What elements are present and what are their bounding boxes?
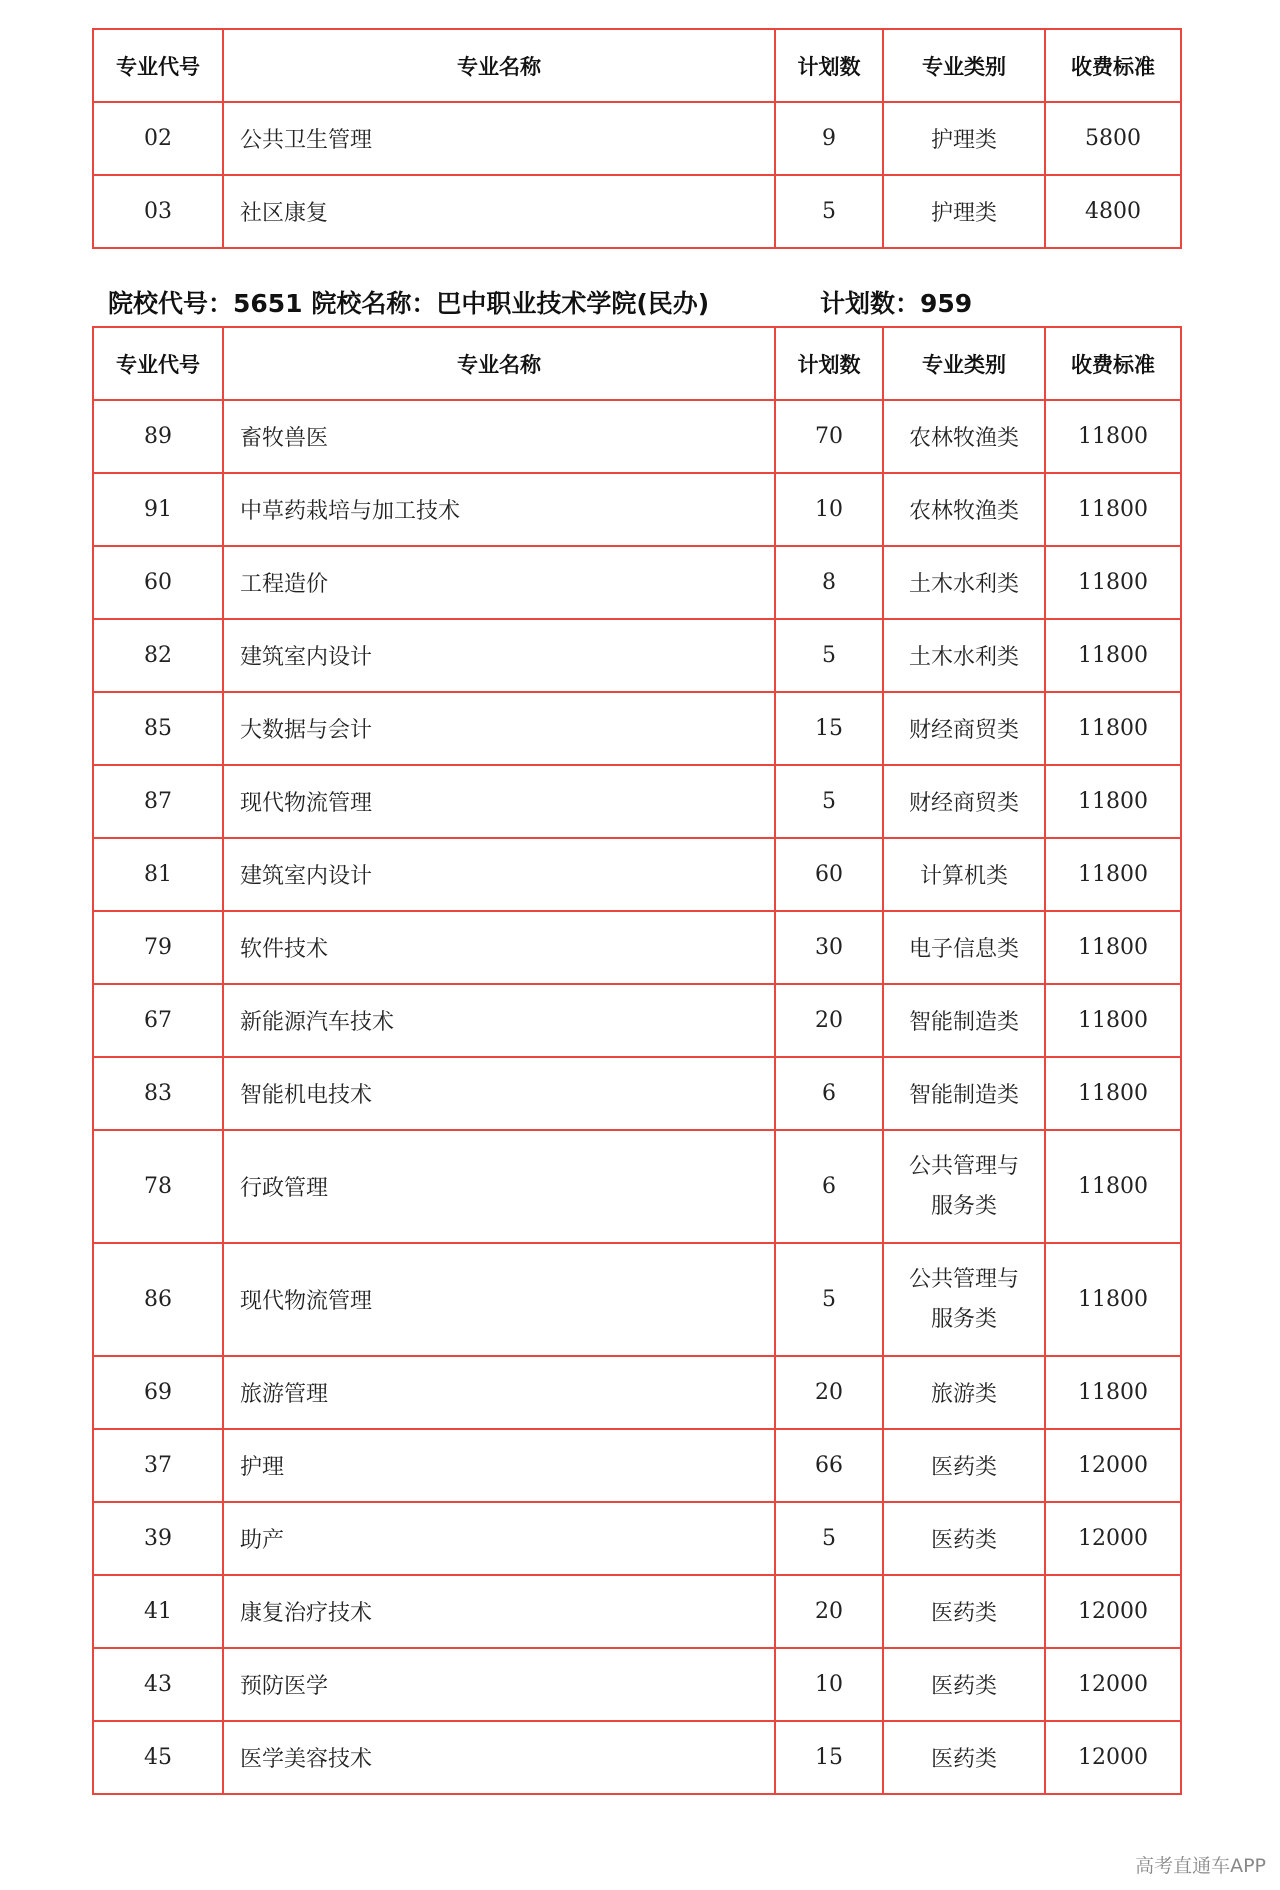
cell-fee: 11800	[1045, 473, 1181, 546]
table-header-row	[93, 29, 1181, 102]
cell-code: 69	[93, 1356, 223, 1429]
cell-category: 医药类	[883, 1721, 1045, 1794]
table-row	[93, 1721, 1181, 1794]
cell-name: 医学美容技术	[223, 1721, 775, 1794]
cell-plan: 60	[775, 838, 883, 911]
cell-name: 建筑室内设计	[223, 619, 775, 692]
header-category: 专业类别	[883, 29, 1045, 102]
school-name: 院校名称：巴中职业技术学院(民办)	[311, 289, 710, 318]
cell-name: 工程造价	[223, 546, 775, 619]
cell-name: 新能源汽车技术	[223, 984, 775, 1057]
cell-name: 软件技术	[223, 911, 775, 984]
cell-fee: 11800	[1045, 838, 1181, 911]
cell-category: 医药类	[883, 1648, 1045, 1721]
cell-category: 电子信息类	[883, 911, 1045, 984]
table-row	[93, 1243, 1181, 1356]
cell-name: 社区康复	[223, 175, 775, 248]
cell-fee: 12000	[1045, 1429, 1181, 1502]
table-row	[93, 1502, 1181, 1575]
table-row	[93, 692, 1181, 765]
enrollment-table-continued	[92, 28, 1182, 249]
cell-fee: 11800	[1045, 619, 1181, 692]
cell-fee: 11800	[1045, 1356, 1181, 1429]
cell-fee: 12000	[1045, 1502, 1181, 1575]
table-row	[93, 175, 1181, 248]
cell-code: 45	[93, 1721, 223, 1794]
cell-category: 医药类	[883, 1429, 1045, 1502]
cell-code: 41	[93, 1575, 223, 1648]
header-name: 专业名称	[223, 29, 775, 102]
cell-category: 护理类	[883, 102, 1045, 175]
cell-code: 02	[93, 102, 223, 175]
header-code: 专业代号	[93, 327, 223, 400]
cell-plan: 20	[775, 984, 883, 1057]
header-fee: 收费标准	[1045, 327, 1181, 400]
table-row	[93, 984, 1181, 1057]
cell-plan: 70	[775, 400, 883, 473]
cell-category: 公共管理与服务类	[883, 1243, 1045, 1356]
cell-code: 43	[93, 1648, 223, 1721]
cell-code: 85	[93, 692, 223, 765]
cell-category: 旅游类	[883, 1356, 1045, 1429]
cell-category: 财经商贸类	[883, 692, 1045, 765]
cell-code: 87	[93, 765, 223, 838]
cell-name: 智能机电技术	[223, 1057, 775, 1130]
cell-fee: 11800	[1045, 911, 1181, 984]
table-row	[93, 400, 1181, 473]
cell-category: 土木水利类	[883, 619, 1045, 692]
header-plan: 计划数	[775, 29, 883, 102]
cell-name: 现代物流管理	[223, 765, 775, 838]
cell-plan: 20	[775, 1575, 883, 1648]
cell-plan: 10	[775, 473, 883, 546]
cell-name: 现代物流管理	[223, 1243, 775, 1356]
cell-fee: 12000	[1045, 1721, 1181, 1794]
table-row	[93, 473, 1181, 546]
cell-category: 土木水利类	[883, 546, 1045, 619]
cell-name: 中草药栽培与加工技术	[223, 473, 775, 546]
cell-fee: 11800	[1045, 765, 1181, 838]
cell-code: 79	[93, 911, 223, 984]
cell-plan: 66	[775, 1429, 883, 1502]
cell-code: 03	[93, 175, 223, 248]
cell-code: 81	[93, 838, 223, 911]
cell-code: 82	[93, 619, 223, 692]
cell-code: 86	[93, 1243, 223, 1356]
table-row	[93, 1575, 1181, 1648]
table-row	[93, 911, 1181, 984]
watermark: 高考直通车APP	[1135, 1855, 1266, 1877]
cell-code: 89	[93, 400, 223, 473]
enrollment-table	[92, 326, 1182, 1795]
cell-plan: 5	[775, 1243, 883, 1356]
table-row	[93, 619, 1181, 692]
cell-category: 公共管理与服务类	[883, 1130, 1045, 1243]
cell-plan: 5	[775, 765, 883, 838]
cell-category: 医药类	[883, 1575, 1045, 1648]
table-row	[93, 546, 1181, 619]
table-header-row	[93, 327, 1181, 400]
cell-name: 建筑室内设计	[223, 838, 775, 911]
cell-fee: 11800	[1045, 692, 1181, 765]
cell-plan: 20	[775, 1356, 883, 1429]
cell-code: 83	[93, 1057, 223, 1130]
cell-code: 91	[93, 473, 223, 546]
cell-name: 行政管理	[223, 1130, 775, 1243]
table-row	[93, 1356, 1181, 1429]
cell-category: 医药类	[883, 1502, 1045, 1575]
cell-code: 78	[93, 1130, 223, 1243]
cell-name: 康复治疗技术	[223, 1575, 775, 1648]
cell-name: 助产	[223, 1502, 775, 1575]
header-fee: 收费标准	[1045, 29, 1181, 102]
cell-code: 39	[93, 1502, 223, 1575]
cell-name: 护理	[223, 1429, 775, 1502]
school-plan-count: 计划数：959	[820, 289, 973, 318]
cell-fee: 12000	[1045, 1575, 1181, 1648]
cell-name: 旅游管理	[223, 1356, 775, 1429]
header-name: 专业名称	[223, 327, 775, 400]
cell-fee: 11800	[1045, 546, 1181, 619]
cell-category: 农林牧渔类	[883, 473, 1045, 546]
cell-plan: 6	[775, 1130, 883, 1243]
cell-plan: 15	[775, 692, 883, 765]
cell-category: 计算机类	[883, 838, 1045, 911]
cell-fee: 11800	[1045, 400, 1181, 473]
table-row	[93, 1429, 1181, 1502]
cell-code: 37	[93, 1429, 223, 1502]
cell-name: 大数据与会计	[223, 692, 775, 765]
cell-fee: 11800	[1045, 1057, 1181, 1130]
table-row	[93, 1130, 1181, 1243]
table-row	[93, 1057, 1181, 1130]
table-row	[93, 102, 1181, 175]
cell-plan: 5	[775, 175, 883, 248]
table-row	[93, 838, 1181, 911]
cell-plan: 10	[775, 1648, 883, 1721]
cell-fee: 11800	[1045, 984, 1181, 1057]
cell-code: 60	[93, 546, 223, 619]
cell-plan: 8	[775, 546, 883, 619]
cell-plan: 30	[775, 911, 883, 984]
cell-category: 智能制造类	[883, 984, 1045, 1057]
school-info-header	[108, 284, 1168, 320]
school-code: 院校代号：5651	[108, 289, 303, 318]
cell-category: 智能制造类	[883, 1057, 1045, 1130]
cell-fee: 11800	[1045, 1243, 1181, 1356]
cell-name: 预防医学	[223, 1648, 775, 1721]
cell-code: 67	[93, 984, 223, 1057]
header-plan: 计划数	[775, 327, 883, 400]
cell-fee: 12000	[1045, 1648, 1181, 1721]
table-row	[93, 765, 1181, 838]
cell-name: 畜牧兽医	[223, 400, 775, 473]
cell-fee: 4800	[1045, 175, 1181, 248]
cell-category: 护理类	[883, 175, 1045, 248]
cell-plan: 9	[775, 102, 883, 175]
header-category: 专业类别	[883, 327, 1045, 400]
cell-category: 农林牧渔类	[883, 400, 1045, 473]
cell-plan: 5	[775, 619, 883, 692]
header-code: 专业代号	[93, 29, 223, 102]
cell-plan: 5	[775, 1502, 883, 1575]
cell-plan: 15	[775, 1721, 883, 1794]
table-row	[93, 1648, 1181, 1721]
cell-fee: 11800	[1045, 1130, 1181, 1243]
cell-category: 财经商贸类	[883, 765, 1045, 838]
cell-name: 公共卫生管理	[223, 102, 775, 175]
cell-plan: 6	[775, 1057, 883, 1130]
cell-fee: 5800	[1045, 102, 1181, 175]
